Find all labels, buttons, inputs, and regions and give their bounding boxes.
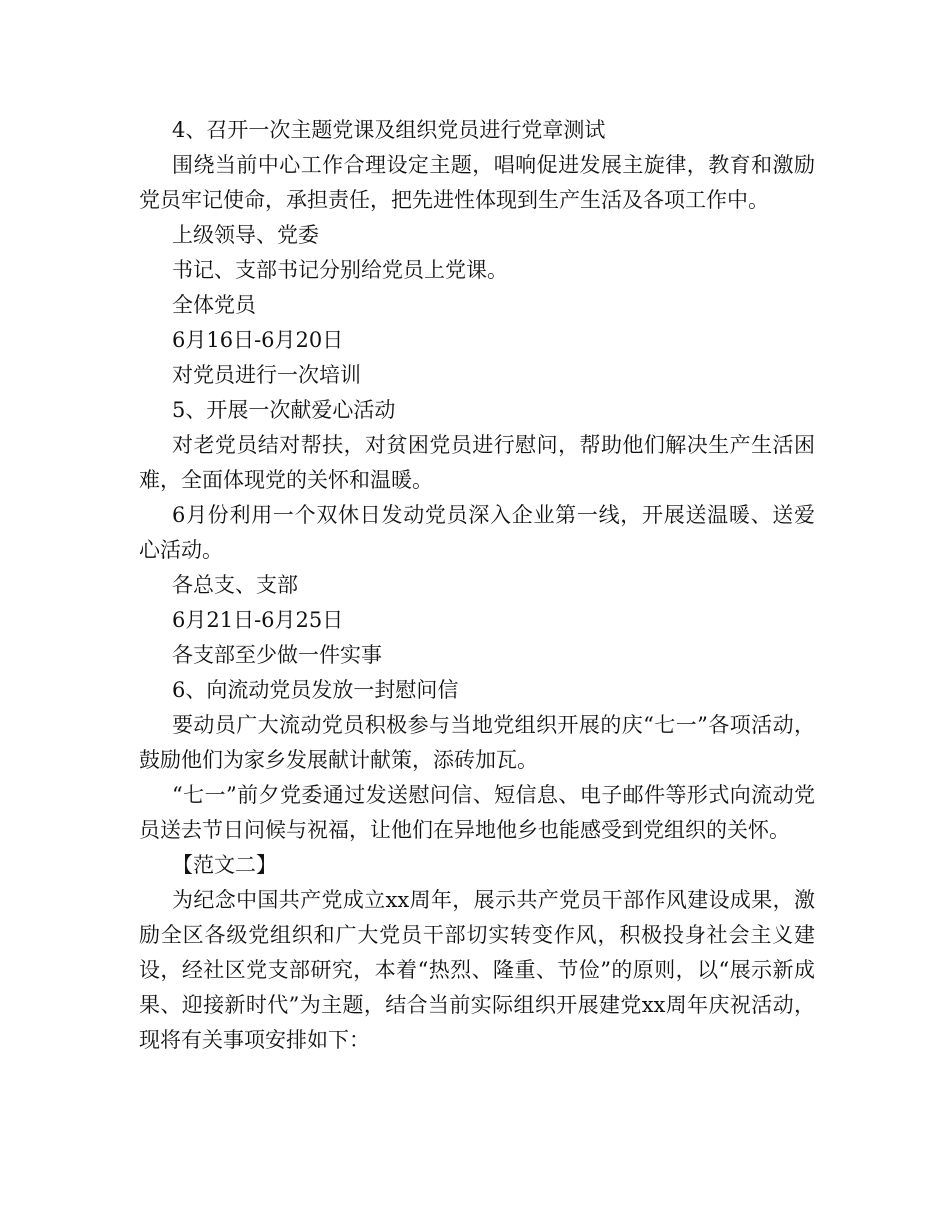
paragraph: 围绕当前中心工作合理设定主题，唱响促进发展主旋律，教育和激励党员牢记使命，承担责任，把先进性体现到生产生活及各项工作中。 <box>139 153 815 212</box>
paragraph: 对老党员结对帮扶，对贫困党员进行慰问，帮助他们解决生产生活困难，全面体现党的关怀和温暖。 <box>139 433 815 492</box>
section-heading-5: 5、开展一次献爱心活动 <box>172 398 396 422</box>
sample-heading: 【范文二】 <box>172 853 277 877</box>
date-range: 6月21日-6月25日 <box>172 608 344 632</box>
section-heading-4: 4、召开一次主题党课及组织党员进行党章测试 <box>172 118 606 142</box>
paragraph: “七一”前夕党委通过发送慰问信、短信息、电子邮件等形式向流动党员送去节日问候与祝福，让他们在异地他乡也能感受到党组织的关怀。 <box>139 783 815 842</box>
document-body <box>139 113 815 1058</box>
paragraph: 各支部至少做一件实事 <box>172 643 382 667</box>
date-range: 6月16日-6月20日 <box>172 328 344 352</box>
paragraph: 书记、支部书记分别给党员上党课。 <box>172 258 508 282</box>
paragraph: 全体党员 <box>172 293 256 317</box>
paragraph: 各总支、支部 <box>172 573 298 597</box>
paragraph: 6月份利用一个双休日发动党员深入企业第一线，开展送温暖、送爱心活动。 <box>139 503 815 562</box>
section-heading-6: 6、向流动党员发放一封慰问信 <box>172 678 459 702</box>
paragraph: 对党员进行一次培训 <box>172 363 361 387</box>
paragraph: 要动员广大流动党员积极参与当地党组织开展的庆“七一”各项活动，鼓励他们为家乡发展献计献策，添砖加瓦。 <box>139 713 815 772</box>
paragraph: 为纪念中国共产党成立xx周年，展示共产党员干部作风建设成果，激励全区各级党组织和广大党员干部切实转变作风，积极投身社会主义建设，经社区党支部研究，本着“热烈、隆重、节俭”的原则，以“展示新成果、迎接新时代”为主题，结合当前实际组织开展建党xx周年庆祝活动，现将有关事项安排如下： <box>139 888 815 1052</box>
paragraph: 上级领导、党委 <box>172 223 319 247</box>
